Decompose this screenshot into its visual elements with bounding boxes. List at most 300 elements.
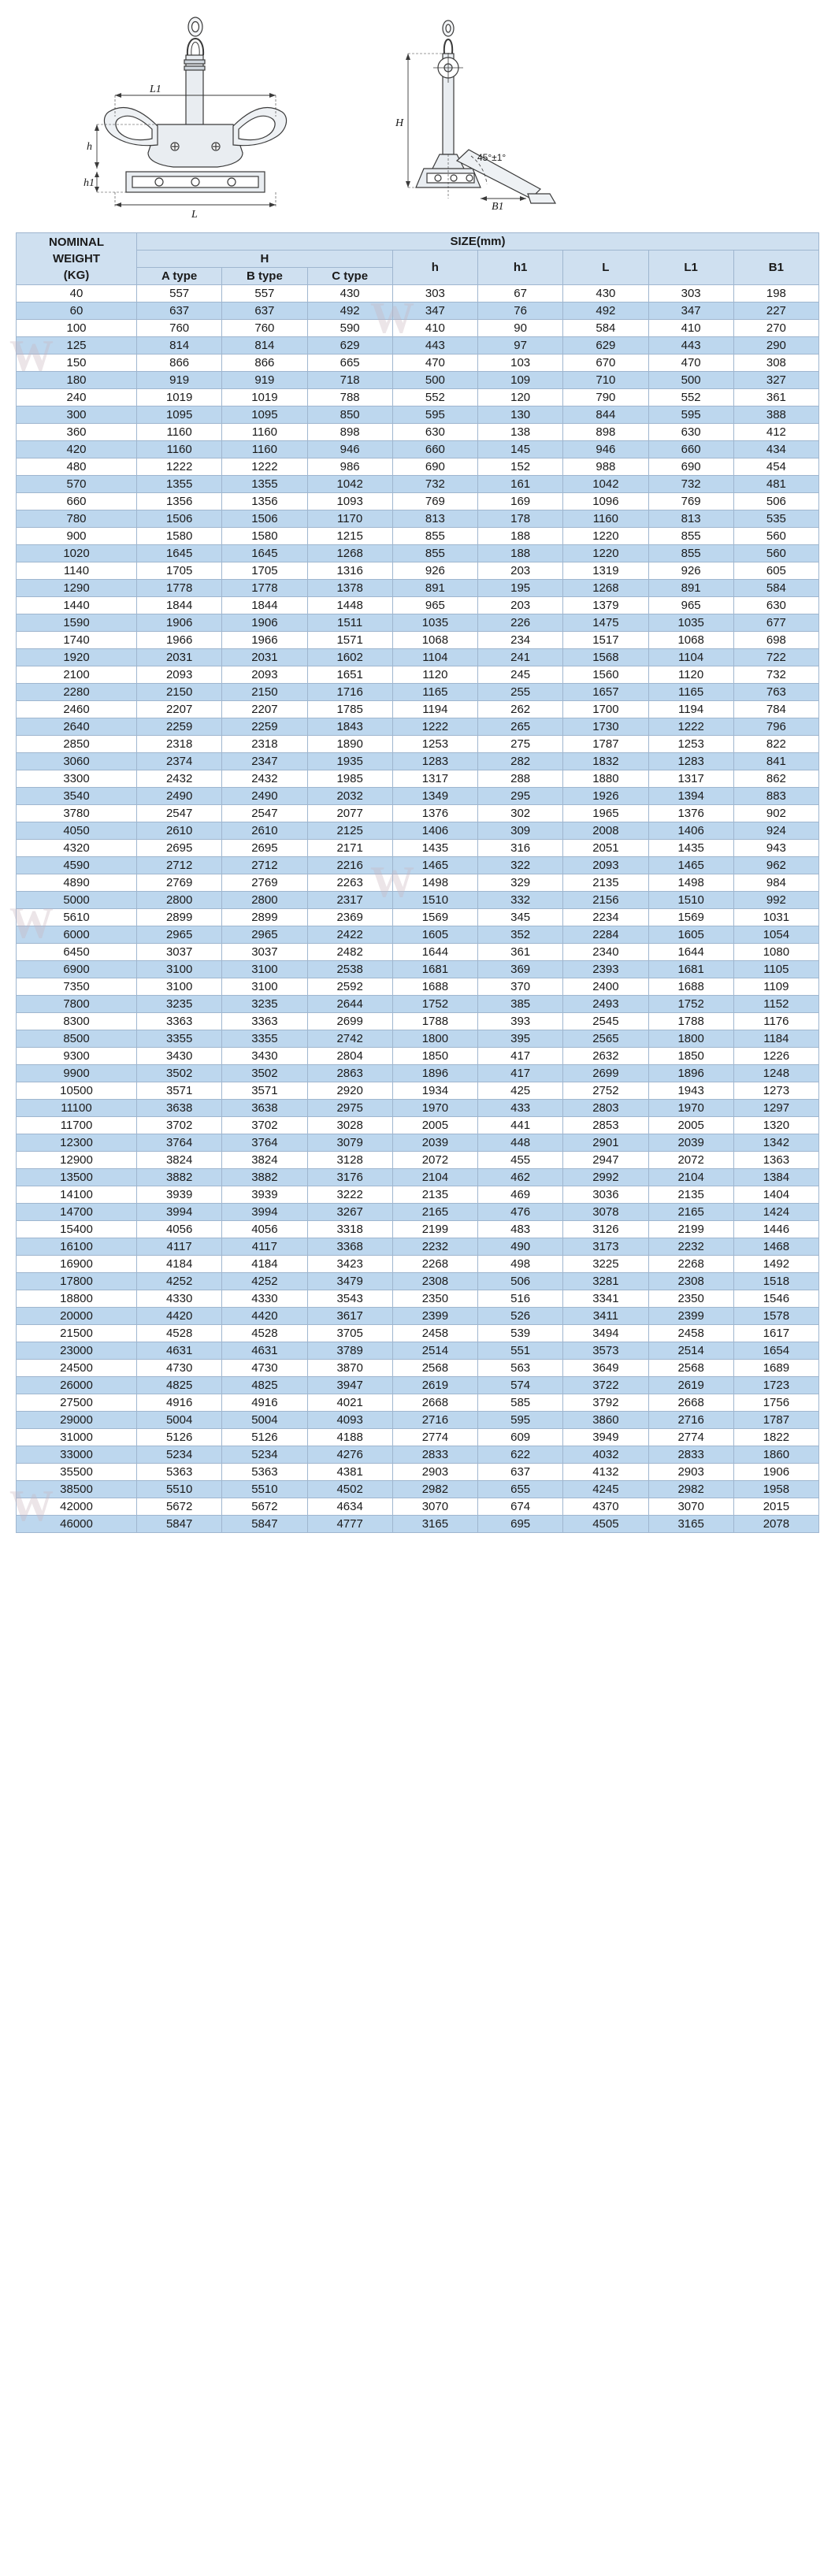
cell-l: 2632 (563, 1048, 648, 1065)
cell-h1: 332 (478, 892, 563, 909)
cell-h-c-type: 1651 (307, 666, 392, 684)
cell-h1: 490 (478, 1238, 563, 1256)
table-header (17, 233, 819, 285)
cell-h-b-type: 3355 (222, 1030, 307, 1048)
table-row (17, 1308, 819, 1325)
cell-nominal-weight: 46000 (17, 1516, 137, 1533)
cell-l: 2752 (563, 1082, 648, 1100)
cell-nominal-weight: 570 (17, 476, 137, 493)
cell-h-c-type: 986 (307, 458, 392, 476)
cell-h1: 120 (478, 389, 563, 406)
cell-b1: 984 (733, 874, 818, 892)
cell-h1: 316 (478, 840, 563, 857)
cell-h: 1569 (392, 909, 477, 926)
cell-b1: 290 (733, 337, 818, 354)
watermark: W (370, 858, 416, 907)
cell-h-c-type: 3222 (307, 1186, 392, 1204)
cell-b1: 1297 (733, 1100, 818, 1117)
cell-l: 946 (563, 441, 648, 458)
cell-h-a-type: 2800 (137, 892, 222, 909)
cell-h1: 130 (478, 406, 563, 424)
cell-h-a-type: 5847 (137, 1516, 222, 1533)
cell-l1: 2104 (648, 1169, 733, 1186)
cell-l1: 552 (648, 389, 733, 406)
cell-h1: 369 (478, 961, 563, 978)
cell-b1: 1342 (733, 1134, 818, 1152)
cell-nominal-weight: 11100 (17, 1100, 137, 1117)
cell-l: 2051 (563, 840, 648, 857)
cell-h: 660 (392, 441, 477, 458)
cell-h-a-type: 3702 (137, 1117, 222, 1134)
cell-h1: 469 (478, 1186, 563, 1204)
cell-b1: 1787 (733, 1412, 818, 1429)
table-row (17, 510, 819, 528)
cell-h-c-type: 2317 (307, 892, 392, 909)
cell-h-c-type: 4502 (307, 1481, 392, 1498)
cell-l1: 813 (648, 510, 733, 528)
cell-l: 430 (563, 285, 648, 303)
cell-b1: 1184 (733, 1030, 818, 1048)
table-row (17, 1325, 819, 1342)
cell-h: 1035 (392, 614, 477, 632)
cell-h-c-type: 2699 (307, 1013, 392, 1030)
cell-h-c-type: 2804 (307, 1048, 392, 1065)
cell-nominal-weight: 27500 (17, 1394, 137, 1412)
cell-h1: 498 (478, 1256, 563, 1273)
cell-h-a-type: 3939 (137, 1186, 222, 1204)
cell-h: 2716 (392, 1412, 477, 1429)
table-row (17, 1342, 819, 1360)
cell-h-b-type: 1906 (222, 614, 307, 632)
cell-h1: 506 (478, 1273, 563, 1290)
col-header-l1: L1 (648, 251, 733, 285)
cell-h1: 178 (478, 510, 563, 528)
cell-l1: 2668 (648, 1394, 733, 1412)
cell-h1: 417 (478, 1065, 563, 1082)
cell-l1: 303 (648, 285, 733, 303)
cell-h-a-type: 2031 (137, 649, 222, 666)
table-row (17, 1256, 819, 1273)
cell-h1: 262 (478, 701, 563, 718)
cell-l1: 2833 (648, 1446, 733, 1464)
cell-h1: 433 (478, 1100, 563, 1117)
table-body (17, 285, 819, 1533)
cell-h1: 585 (478, 1394, 563, 1412)
cell-h: 470 (392, 354, 477, 372)
cell-l1: 732 (648, 476, 733, 493)
table-row (17, 840, 819, 857)
table-row (17, 285, 819, 303)
cell-h-a-type: 2093 (137, 666, 222, 684)
cell-l1: 1068 (648, 632, 733, 649)
cell-l: 3078 (563, 1204, 648, 1221)
cell-h-b-type: 1778 (222, 580, 307, 597)
cell-b1: 732 (733, 666, 818, 684)
cell-h-b-type: 3939 (222, 1186, 307, 1204)
cell-b1: 1248 (733, 1065, 818, 1082)
cell-nominal-weight: 12300 (17, 1134, 137, 1152)
cell-b1: 308 (733, 354, 818, 372)
anchor-spec-table (16, 232, 819, 1533)
cell-h1: 539 (478, 1325, 563, 1342)
cell-h-b-type: 760 (222, 320, 307, 337)
nominal-weight-line2: WEIGHT (53, 252, 100, 265)
cell-l: 2493 (563, 996, 648, 1013)
cell-nominal-weight: 3780 (17, 805, 137, 822)
cell-nominal-weight: 4890 (17, 874, 137, 892)
cell-h1: 226 (478, 614, 563, 632)
table-row (17, 1498, 819, 1516)
cell-h: 2039 (392, 1134, 477, 1152)
cell-h-c-type: 3870 (307, 1360, 392, 1377)
cell-h-a-type: 1580 (137, 528, 222, 545)
table-row (17, 788, 819, 805)
cell-b1: 454 (733, 458, 818, 476)
cell-h-a-type: 4916 (137, 1394, 222, 1412)
cell-h-a-type: 2150 (137, 684, 222, 701)
cell-l1: 690 (648, 458, 733, 476)
cell-b1: 722 (733, 649, 818, 666)
cell-h: 1317 (392, 770, 477, 788)
cell-b1: 1105 (733, 961, 818, 978)
table-row (17, 1152, 819, 1169)
cell-h-c-type: 850 (307, 406, 392, 424)
cell-h-b-type: 5672 (222, 1498, 307, 1516)
cell-h-c-type: 3028 (307, 1117, 392, 1134)
table-row (17, 597, 819, 614)
cell-h1: 370 (478, 978, 563, 996)
cell-b1: 763 (733, 684, 818, 701)
cell-h: 2072 (392, 1152, 477, 1169)
cell-h-b-type: 3430 (222, 1048, 307, 1065)
cell-nominal-weight: 3540 (17, 788, 137, 805)
table-row (17, 701, 819, 718)
cell-nominal-weight: 6000 (17, 926, 137, 944)
cell-h-c-type: 4777 (307, 1516, 392, 1533)
table-row (17, 753, 819, 770)
cell-nominal-weight: 1140 (17, 562, 137, 580)
cell-h-c-type: 2077 (307, 805, 392, 822)
cell-h-b-type: 2899 (222, 909, 307, 926)
table-row (17, 1065, 819, 1082)
cell-nominal-weight: 13500 (17, 1169, 137, 1186)
cell-h1: 295 (478, 788, 563, 805)
cell-h-c-type: 2592 (307, 978, 392, 996)
cell-l: 2400 (563, 978, 648, 996)
cell-b1: 2015 (733, 1498, 818, 1516)
cell-nominal-weight: 8300 (17, 1013, 137, 1030)
cell-h-b-type: 5004 (222, 1412, 307, 1429)
cell-nominal-weight: 6450 (17, 944, 137, 961)
cell-h-b-type: 2610 (222, 822, 307, 840)
cell-l: 710 (563, 372, 648, 389)
cell-l: 3411 (563, 1308, 648, 1325)
cell-h-c-type: 1511 (307, 614, 392, 632)
cell-h-a-type: 1160 (137, 441, 222, 458)
cell-l: 1268 (563, 580, 648, 597)
cell-l1: 2308 (648, 1273, 733, 1290)
table-row (17, 614, 819, 632)
cell-h-a-type: 5234 (137, 1446, 222, 1464)
cell-h-c-type: 3128 (307, 1152, 392, 1169)
cell-nominal-weight: 300 (17, 406, 137, 424)
cell-l1: 1510 (648, 892, 733, 909)
cell-h-c-type: 3079 (307, 1134, 392, 1152)
cell-l1: 2458 (648, 1325, 733, 1342)
col-header-size: SIZE(mm) (137, 233, 819, 251)
cell-h-c-type: 1268 (307, 545, 392, 562)
cell-l1: 1120 (648, 666, 733, 684)
cell-l1: 1222 (648, 718, 733, 736)
cell-nominal-weight: 125 (17, 337, 137, 354)
cell-h-b-type: 1355 (222, 476, 307, 493)
cell-nominal-weight: 660 (17, 493, 137, 510)
header-row-1 (17, 233, 819, 251)
cell-l: 3722 (563, 1377, 648, 1394)
cell-l: 2901 (563, 1134, 648, 1152)
cell-nominal-weight: 1290 (17, 580, 137, 597)
cell-h-a-type: 1645 (137, 545, 222, 562)
dim-label-l1: L1 (150, 84, 161, 95)
cell-h-a-type: 1160 (137, 424, 222, 441)
cell-nominal-weight: 15400 (17, 1221, 137, 1238)
cell-l1: 2568 (648, 1360, 733, 1377)
cell-h: 1934 (392, 1082, 477, 1100)
cell-h: 1120 (392, 666, 477, 684)
cell-l1: 1465 (648, 857, 733, 874)
cell-l: 2234 (563, 909, 648, 926)
cell-nominal-weight: 16900 (17, 1256, 137, 1273)
cell-h-b-type: 4330 (222, 1290, 307, 1308)
cell-h-b-type: 1222 (222, 458, 307, 476)
cell-l: 4132 (563, 1464, 648, 1481)
cell-nominal-weight: 12900 (17, 1152, 137, 1169)
cell-b1: 481 (733, 476, 818, 493)
cell-h-c-type: 3176 (307, 1169, 392, 1186)
cell-h1: 245 (478, 666, 563, 684)
cell-b1: 1404 (733, 1186, 818, 1204)
cell-l1: 470 (648, 354, 733, 372)
cell-h-b-type: 3037 (222, 944, 307, 961)
table-row (17, 649, 819, 666)
cell-h1: 385 (478, 996, 563, 1013)
cell-nominal-weight: 24500 (17, 1360, 137, 1377)
cell-h: 1510 (392, 892, 477, 909)
table-row (17, 684, 819, 701)
cell-h-c-type: 2125 (307, 822, 392, 840)
cell-h1: 526 (478, 1308, 563, 1325)
cell-l1: 2039 (648, 1134, 733, 1152)
cell-b1: 1384 (733, 1169, 818, 1186)
table-row (17, 372, 819, 389)
cell-h-a-type: 3502 (137, 1065, 222, 1082)
table-row (17, 562, 819, 580)
cell-h-b-type: 2432 (222, 770, 307, 788)
cell-h-c-type: 1571 (307, 632, 392, 649)
cell-h-a-type: 2490 (137, 788, 222, 805)
cell-b1: 327 (733, 372, 818, 389)
cell-nominal-weight: 180 (17, 372, 137, 389)
cell-h-a-type: 3571 (137, 1082, 222, 1100)
cell-l: 4505 (563, 1516, 648, 1533)
cell-h-b-type: 919 (222, 372, 307, 389)
cell-nominal-weight: 11700 (17, 1117, 137, 1134)
cell-h1: 188 (478, 545, 563, 562)
cell-h-a-type: 1095 (137, 406, 222, 424)
cell-nominal-weight: 4590 (17, 857, 137, 874)
cell-h1: 203 (478, 597, 563, 614)
cell-h-c-type: 430 (307, 285, 392, 303)
cell-h1: 152 (478, 458, 563, 476)
cell-h: 630 (392, 424, 477, 441)
cell-h-b-type: 1705 (222, 562, 307, 580)
cell-h: 1800 (392, 1030, 477, 1048)
cell-l: 2156 (563, 892, 648, 909)
cell-h-c-type: 1042 (307, 476, 392, 493)
cell-h: 1605 (392, 926, 477, 944)
cell-h1: 234 (478, 632, 563, 649)
cell-l1: 1896 (648, 1065, 733, 1082)
cell-l: 1657 (563, 684, 648, 701)
cell-h1: 393 (478, 1013, 563, 1030)
cell-b1: 841 (733, 753, 818, 770)
cell-h-b-type: 3502 (222, 1065, 307, 1082)
cell-h-a-type: 4184 (137, 1256, 222, 1273)
table-row (17, 1082, 819, 1100)
cell-h: 1788 (392, 1013, 477, 1030)
cell-l1: 595 (648, 406, 733, 424)
cell-l: 2565 (563, 1030, 648, 1048)
cell-b1: 1468 (733, 1238, 818, 1256)
cell-h1: 609 (478, 1429, 563, 1446)
cell-h-a-type: 3882 (137, 1169, 222, 1186)
cell-h-c-type: 2263 (307, 874, 392, 892)
table-row (17, 1186, 819, 1204)
watermark: W (9, 332, 55, 380)
cell-nominal-weight: 2280 (17, 684, 137, 701)
cell-h1: 674 (478, 1498, 563, 1516)
cell-l: 1787 (563, 736, 648, 753)
cell-h-a-type: 2965 (137, 926, 222, 944)
table-row (17, 1273, 819, 1290)
cell-h-a-type: 2695 (137, 840, 222, 857)
cell-nominal-weight: 10500 (17, 1082, 137, 1100)
cell-nominal-weight: 5000 (17, 892, 137, 909)
cell-h-a-type: 1906 (137, 614, 222, 632)
cell-h-c-type: 718 (307, 372, 392, 389)
cell-h-b-type: 1580 (222, 528, 307, 545)
cell-h-c-type: 4093 (307, 1412, 392, 1429)
col-header-nominal-weight (17, 233, 137, 285)
cell-h1: 476 (478, 1204, 563, 1221)
cell-l1: 1394 (648, 788, 733, 805)
cell-h-c-type: 2863 (307, 1065, 392, 1082)
cell-b1: 962 (733, 857, 818, 874)
cell-l1: 1970 (648, 1100, 733, 1117)
cell-l1: 769 (648, 493, 733, 510)
cell-h-c-type: 2216 (307, 857, 392, 874)
cell-b1: 605 (733, 562, 818, 580)
cell-h-b-type: 3994 (222, 1204, 307, 1221)
cell-h-b-type: 1095 (222, 406, 307, 424)
cell-h: 552 (392, 389, 477, 406)
cell-h1: 595 (478, 1412, 563, 1429)
cell-h: 1688 (392, 978, 477, 996)
cell-h-b-type: 4528 (222, 1325, 307, 1342)
table-row (17, 736, 819, 753)
cell-l: 3573 (563, 1342, 648, 1360)
cell-h-a-type: 1019 (137, 389, 222, 406)
cell-h: 2199 (392, 1221, 477, 1238)
table-row (17, 1290, 819, 1308)
cell-h-a-type: 637 (137, 303, 222, 320)
col-header-c-type: C type (307, 268, 392, 285)
cell-h-c-type: 1890 (307, 736, 392, 753)
cell-l1: 1688 (648, 978, 733, 996)
cell-h-b-type: 1506 (222, 510, 307, 528)
cell-h-c-type: 3947 (307, 1377, 392, 1394)
cell-h1: 145 (478, 441, 563, 458)
cell-l: 2093 (563, 857, 648, 874)
cell-h-a-type: 2712 (137, 857, 222, 874)
cell-b1: 1320 (733, 1117, 818, 1134)
cell-h: 2903 (392, 1464, 477, 1481)
cell-h-b-type: 1160 (222, 441, 307, 458)
table-row (17, 822, 819, 840)
cell-h1: 352 (478, 926, 563, 944)
cell-h-b-type: 2712 (222, 857, 307, 874)
col-header-l: L (563, 251, 648, 285)
cell-l1: 2716 (648, 1412, 733, 1429)
cell-l: 3860 (563, 1412, 648, 1429)
cell-nominal-weight: 35500 (17, 1464, 137, 1481)
cell-l: 2393 (563, 961, 648, 978)
cell-h: 2514 (392, 1342, 477, 1360)
cell-h-c-type: 1985 (307, 770, 392, 788)
cell-h: 2232 (392, 1238, 477, 1256)
cell-h-c-type: 1785 (307, 701, 392, 718)
cell-b1: 1109 (733, 978, 818, 996)
table-row (17, 944, 819, 961)
cell-h1: 288 (478, 770, 563, 788)
dim-label-h1: h1 (84, 177, 95, 189)
cell-h-b-type: 4825 (222, 1377, 307, 1394)
table-row (17, 1377, 819, 1394)
cell-h1: 103 (478, 354, 563, 372)
cell-h-a-type: 2432 (137, 770, 222, 788)
table-row (17, 389, 819, 406)
cell-l: 790 (563, 389, 648, 406)
cell-h: 2005 (392, 1117, 477, 1134)
table-row (17, 528, 819, 545)
cell-h-c-type: 1093 (307, 493, 392, 510)
cell-b1: 361 (733, 389, 818, 406)
cell-l: 2803 (563, 1100, 648, 1117)
cell-nominal-weight: 780 (17, 510, 137, 528)
table-row (17, 303, 819, 320)
cell-b1: 1822 (733, 1429, 818, 1446)
table-row (17, 1100, 819, 1117)
dim-label-l: L (191, 209, 198, 221)
cell-nominal-weight: 2100 (17, 666, 137, 684)
table-row (17, 1030, 819, 1048)
cell-b1: 560 (733, 528, 818, 545)
cell-h-c-type: 788 (307, 389, 392, 406)
cell-h-b-type: 2490 (222, 788, 307, 805)
cell-h-c-type: 4276 (307, 1446, 392, 1464)
cell-h-c-type: 1316 (307, 562, 392, 580)
table-row (17, 892, 819, 909)
